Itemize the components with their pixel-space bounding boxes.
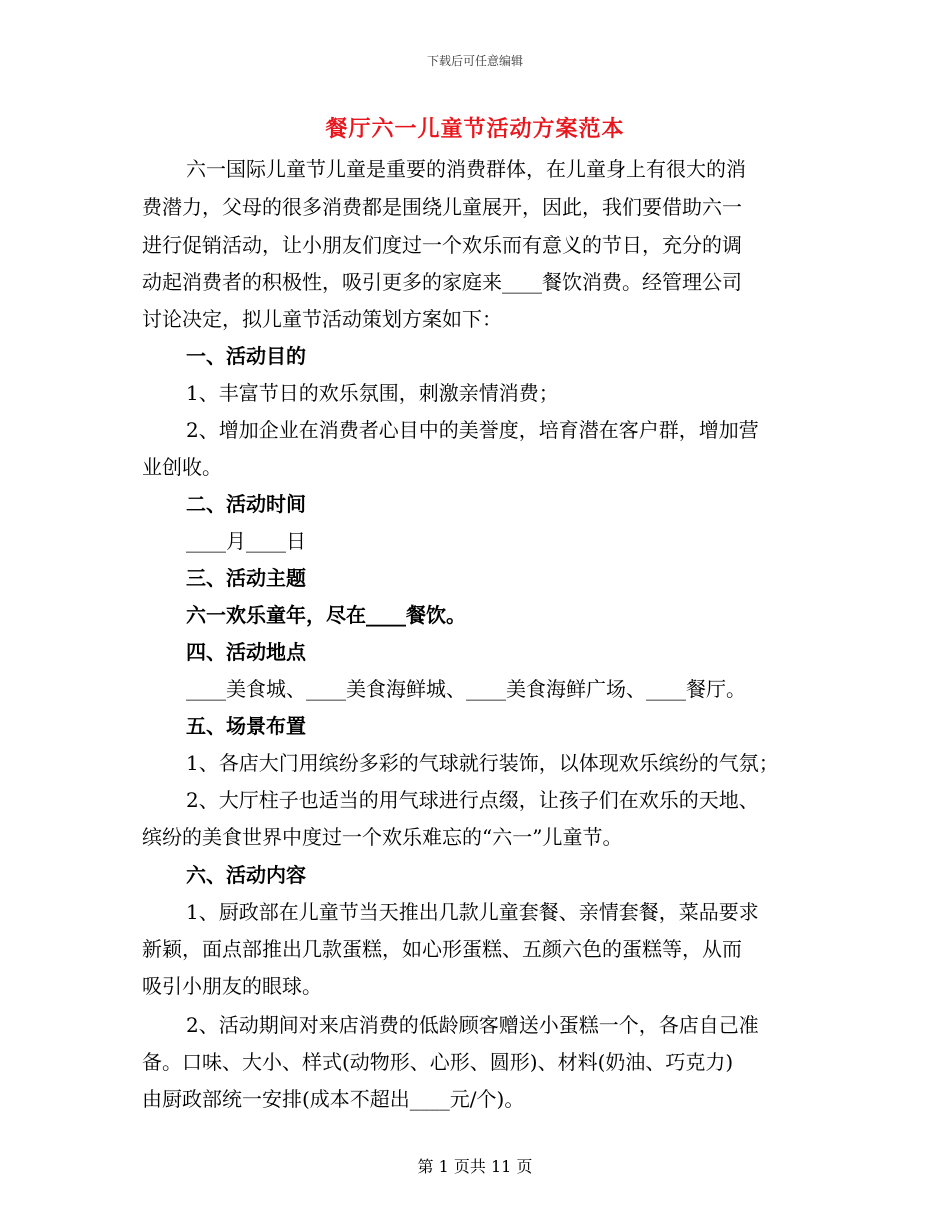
page-number-footer: 第 1 页共 11 页 <box>417 1157 533 1176</box>
intro-paragraph-line-2: 费潜力，父母的很多消费都是围绕儿童展开，因此，我们要借助六一 <box>142 195 742 219</box>
section-heading-location: 四、活动地点 <box>186 640 306 664</box>
header-note: 下载后可任意编辑 <box>426 54 523 68</box>
intro-paragraph-line-3: 进行促销活动，让小朋友们度过一个欢乐而有意义的节日，充分的调 <box>142 233 742 257</box>
content-item-1-line-3: 吸引小朋友的眼球。 <box>142 974 322 998</box>
activity-date: ____月____日 <box>186 529 306 553</box>
intro-paragraph-line-4: 动起消费者的积极性，吸引更多的家庭来____餐饮消费。经管理公司 <box>142 270 742 294</box>
content-item-2-line-1: 2、活动期间对来店消费的低龄顾客赠送小蛋糕一个，各店自己准 <box>186 1013 759 1037</box>
activity-theme: 六一欢乐童年，尽在____餐饮。 <box>186 603 466 627</box>
section-heading-content: 六、活动内容 <box>186 863 306 887</box>
intro-paragraph-line-1: 六一国际儿童节儿童是重要的消费群体，在儿童身上有很大的消 <box>186 157 746 181</box>
intro-paragraph-line-5: 讨论决定，拟儿童节活动策划方案如下： <box>142 307 502 331</box>
decoration-item-2-line-1: 2、大厅柱子也适当的用气球进行点缀，让孩子们在欢乐的天地、 <box>186 788 759 812</box>
content-item-1-line-1: 1、厨政部在儿童节当天推出几款儿童套餐、亲情套餐，菜品要求 <box>186 900 759 924</box>
decoration-item-1: 1、各店大门用缤纷多彩的气球就行装饰，以体现欢乐缤纷的气氛； <box>186 751 779 775</box>
content-item-1-line-2: 新颖，面点部推出几款蛋糕，如心形蛋糕、五颜六色的蛋糕等，从而 <box>142 937 742 961</box>
activity-locations: ____美食城、____美食海鲜城、____美食海鲜广场、____餐厅。 <box>186 677 746 701</box>
content-item-2-line-2: 备。口味、大小、样式(动物形、心形、圆形)、材料(奶油、巧克力) <box>142 1050 734 1074</box>
document-title: 餐厅六一儿童节活动方案范本 <box>325 116 625 142</box>
goal-item-1: 1、丰富节日的欢乐氛围，刺激亲情消费； <box>186 381 559 405</box>
section-heading-decoration: 五、场景布置 <box>186 714 306 738</box>
section-heading-time: 二、活动时间 <box>186 492 306 516</box>
content-item-2-line-3: 由厨政部统一安排(成本不超出____元/个)。 <box>142 1087 525 1111</box>
goal-item-2-line-1: 2、增加企业在消费者心目中的美誉度，培育潜在客户群，增加营 <box>186 418 759 442</box>
goal-item-2-line-2: 业创收。 <box>142 455 222 479</box>
section-heading-theme: 三、活动主题 <box>186 566 306 590</box>
section-heading-goals: 一、活动目的 <box>186 344 306 368</box>
decoration-item-2-line-2: 缤纷的美食世界中度过一个欢乐难忘的“六一”儿童节。 <box>142 825 623 849</box>
